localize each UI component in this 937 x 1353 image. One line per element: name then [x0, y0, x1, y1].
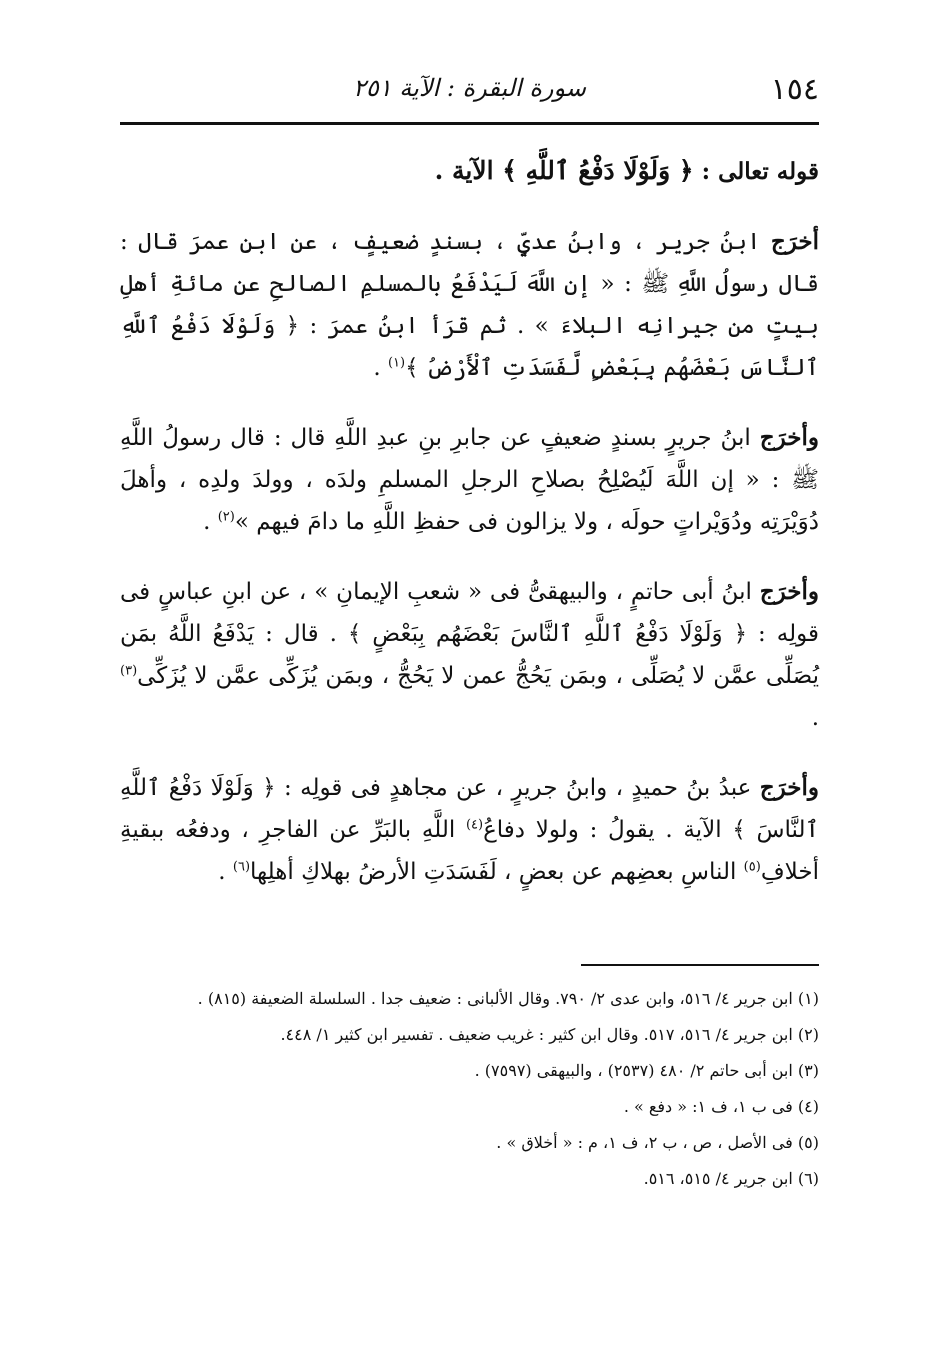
footnote-1: (١) ابن جرير ٤/ ٥١٦، وابن عدى ٢/ ٧٩٠. وقال الألبانى : ضعيف جدا . السلسلة الضعيفة (٨١٥) .	[197, 989, 819, 1008]
footnote-ref: (٦)	[232, 859, 251, 875]
paragraph-hadith-4	[120, 767, 819, 893]
main-text	[120, 150, 819, 921]
paragraph-text: ابنُ جريرٍ بسندٍ ضعيفٍ عن جابرِ بنِ عبدِ اللَّهِ قال : قال رسولُ اللَّهِ ﷺ : « إن اللَّهَ لَيُصْلِحُ بصلاحِ الرجلِ المسلمِ ولدَه ، وولدَ ولدِه ، وأهلَ دُوَيْرَتِه ودُوَيْراتٍ حولَه ، ولا يزالون فى حفظِ اللَّهِ ما دامَ فيهم »	[120, 425, 819, 535]
paragraph-lead: أخرَج	[770, 228, 819, 255]
paragraph-hadith-3	[120, 571, 819, 739]
paragraph-hadith-1	[120, 221, 819, 389]
paragraph-tail: .	[218, 859, 233, 885]
footnote-ref: (١)	[387, 355, 406, 371]
footnote-4: (٤) فى ب ١، ف ١: « دفع » .	[623, 1097, 819, 1116]
footnote-2: (٢) ابن جرير ٤/ ٥١٦، ٥١٧. وقال ابن كثير : غريب ضعيف . تفسير ابن كثير ١/ ٤٤٨.	[280, 1025, 819, 1044]
paragraph-tail: .	[373, 355, 388, 381]
paragraph-lead: وأخرَج	[759, 774, 819, 801]
footnote-6: (٦) ابن جرير ٤/ ٥١٥، ٥١٦.	[643, 1169, 819, 1188]
footnote-3: (٣) ابن أبى حاتم ٢/ ٤٨٠ (٢٥٣٧) ، والبيهقى (٧٥٩٧) .	[474, 1061, 819, 1080]
footnote-ref: (٢)	[217, 509, 235, 525]
paragraph-lead: وأخرَج	[759, 578, 819, 605]
footnote-ref: (٤)	[465, 817, 484, 833]
footnote-5: (٥) فى الأصل ، ص ، ب ٢، ف ١، م : « أخلاق » .	[496, 1133, 819, 1152]
surah-title: سورة البقرة : الآية ٢٥١	[352, 74, 587, 102]
paragraph-text: عبدُ بنُ حميدٍ ، وابنُ جريرٍ ، عن مجاهدٍ فى قولِه : ﴿ وَلَوْلَا دَفْعُ ٱللَّهِ ٱلنَّاسَ ﴾ الآية . يقولُ : ولولا دفاعُ	[120, 775, 819, 843]
page-number: ١٥٤	[770, 72, 819, 107]
header-rule	[120, 122, 819, 125]
verse-quote: ﴿ وَلَوْلَا دَفْعُ ٱللَّهِ ﴾ الآية .	[434, 156, 694, 185]
running-head	[120, 72, 819, 112]
footnote-ref: (٥)	[743, 859, 761, 875]
paragraph-text-continued: الناسِ بعضِهم عن بعضٍ ، لَفَسَدَتِ الأرضُ بهلاكِ أهلِها	[250, 859, 744, 885]
paragraph-text: ابنُ جرير ، وابنُ عديٍّ ، بسندٍ ضعيفٍ ، عن ابنِ عمرَ قال : قال رسولُ اللَّهِ ﷺ : « إن اللَّهَ لَيَدْفَعُ بالمسلمِ الصالحِ عن مائةِ أهلِ بيتٍ من جيرانِه البلاءَ » . ثم قرَأ ابنُ عمرَ : ﴿ وَلَوْلَا دَفْعُ ٱللَّهِ ٱلنَّاسَ بَعْضَهُم بِبَعْضٍ لَّفَسَدَتِ ٱلْأَرْضُ ﴾	[120, 229, 819, 381]
footnotes	[120, 985, 819, 1201]
paragraph-text: ابنُ أبى حاتمٍ ، والبيهقىُّ فى « شعبِ الإيمانِ » ، عن ابنِ عباسٍ فى قولِه : ﴿ وَلَوْلَا دَفْعُ ٱللَّهِ ٱلنَّاسَ بَعْضَهُم بِبَعْضٍ ﴾ . قال : يَدْفَعُ اللَّهُ بمَن يُصَلِّى عمَّن لا يُصَلِّى ، وبمَن يَحُجُّ عمن لا يَحُجُّ ، وبمَن يُزَكِّى عمَّن لا يُزَكِّى	[120, 579, 819, 689]
paragraph-tail: .	[203, 509, 218, 535]
paragraph-hadith-2	[120, 417, 819, 543]
paragraph-lead: قوله تعالى :	[693, 158, 819, 185]
paragraph-verse-heading	[120, 150, 819, 193]
paragraph-text-continued: اللَّهِ بالبَرِّ عن الفاجرِ ، ودفعُه ببقيةِ أخلافِ	[120, 817, 819, 885]
footnote-rule	[581, 964, 819, 966]
footnote-ref: (٣)	[120, 663, 138, 679]
paragraph-tail: .	[811, 705, 819, 731]
paragraph-lead: وأخرَج	[759, 424, 819, 451]
